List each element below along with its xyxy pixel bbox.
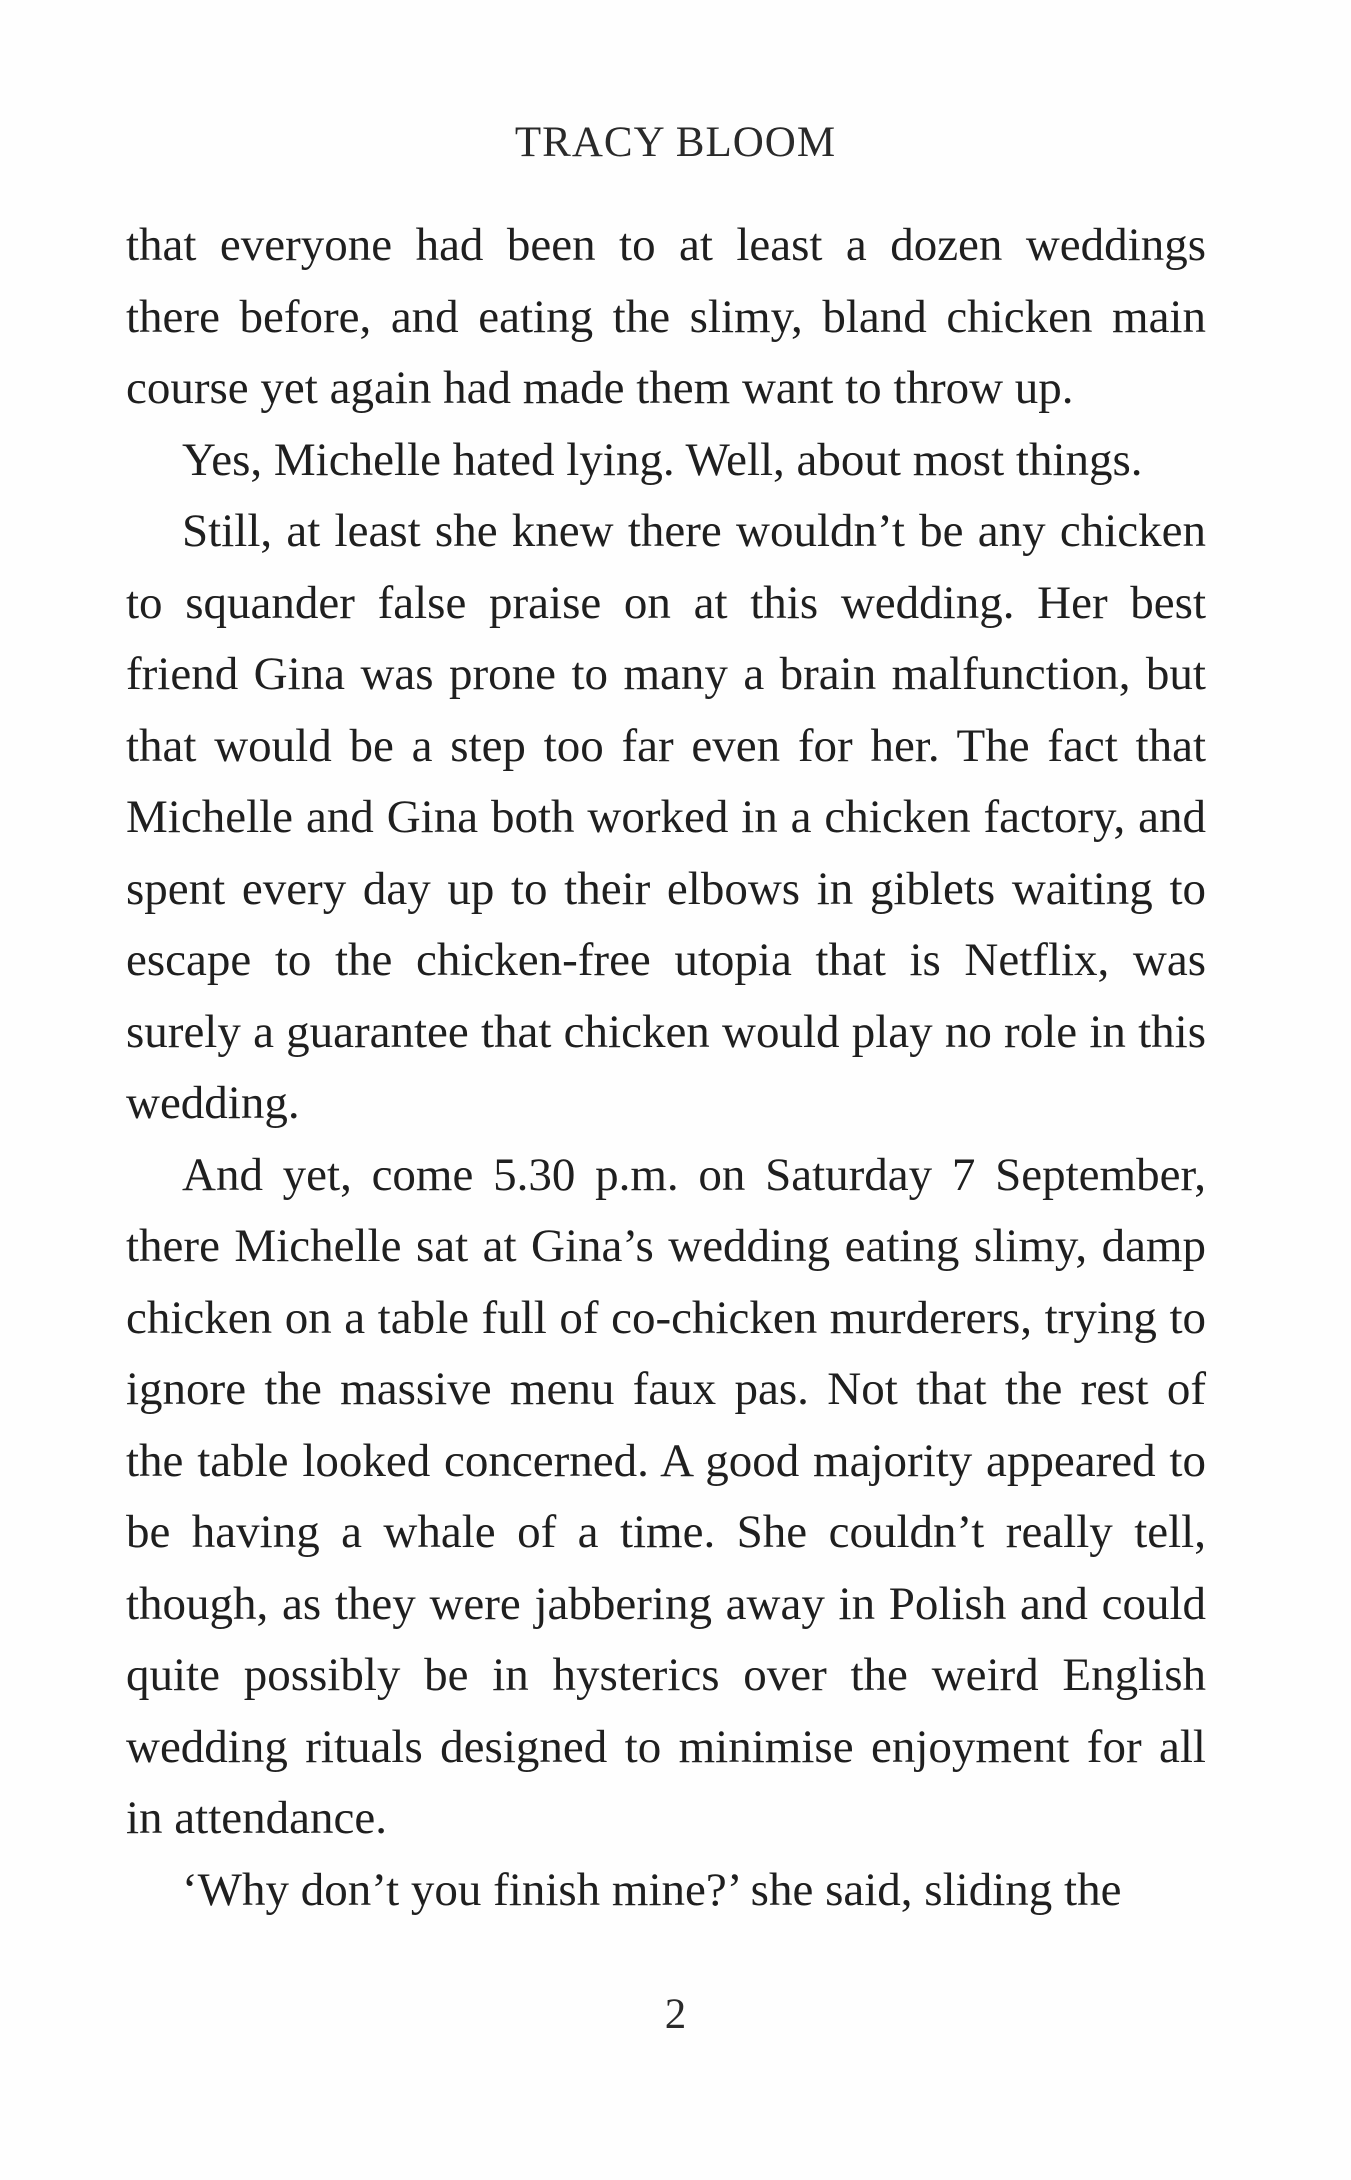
paragraph: ‘Why don’t you finish mine?’ she said, sliding the	[182, 1863, 1122, 1916]
paragraph: Still, at least she knew there wouldn’t be any chicken to squander false praise on at this wedding. Her best friend Gina was prone to many a brain malfunction, but that would be a step too far even for her. The fact that Michelle and Gina both worked in a chicken factory, and spent every day up to their elbows in giblets waiting to escape to the chicken-free utopia that is Netflix, was surely a guarantee that chicken would play no role in this wedding.	[126, 505, 1206, 1129]
body-text	[126, 210, 1206, 1926]
paragraph: And yet, come 5.30 p.m. on Saturday 7 September, there Michelle sat at Gina’s wedding eating slimy, damp chicken on a table full of co-chicken murderers, trying to ignore the massive menu faux pas. Not that the rest of the table looked concerned. A good majority appeared to be having a whale of a time. She couldn’t really tell, though, as they were jabbering away in Polish and could quite possibly be in hysterics over the weird English wedding rituals designed to minimise enjoyment for all in attendance.	[126, 1148, 1206, 1844]
page-number: 2	[664, 1991, 687, 2038]
running-head: TRACY BLOOM	[514, 119, 837, 166]
paragraph: Yes, Michelle hated lying. Well, about most things.	[182, 433, 1143, 486]
paragraph: that everyone had been to at least a dozen weddings there before, and eating the slimy, bland chicken main course yet again had made them want to throw up.	[126, 219, 1206, 414]
